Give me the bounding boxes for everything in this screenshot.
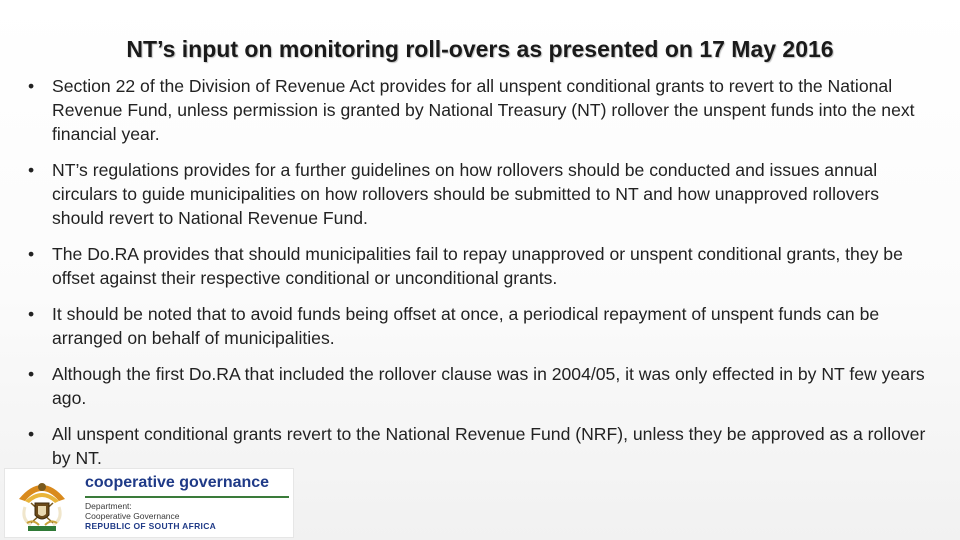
- bullet-item: [28, 422, 928, 470]
- bullet-text: Although the first Do.RA that included the rollover clause was in 2004/05, it was only effected in by NT few years ago.: [52, 364, 925, 408]
- logo-department-name: Cooperative Governance: [85, 511, 180, 521]
- logo-divider: [85, 496, 289, 498]
- bullet-list: [28, 74, 928, 482]
- bullet-text: It should be noted that to avoid funds being offset at once, a periodical repayment of unspent funds can be arranged on behalf of municipalities.: [52, 304, 880, 348]
- bullet-dot: •: [28, 244, 35, 264]
- bullet-dot: •: [28, 364, 35, 384]
- bullet-dot: •: [28, 424, 35, 444]
- bullet-dot: •: [28, 76, 35, 96]
- bullet-item: [28, 74, 928, 146]
- logo-text: [85, 473, 289, 531]
- bullet-text: NT’s regulations provides for a further guidelines on how rollovers should be conducted and issues annual circulars to guide municipalities on how rollovers should be submitted to NT and how unapproved rollovers should revert to National Revenue Fund.: [52, 160, 880, 228]
- department-logo: [4, 468, 294, 538]
- bullet-item: [28, 362, 928, 410]
- bullet-text: The Do.RA provides that should municipalities fail to repay unapproved or unspent conditional grants, they be offset against their respective conditional or unconditional grants.: [52, 244, 903, 288]
- bullet-item: [28, 242, 928, 290]
- logo-country: REPUBLIC OF SOUTH AFRICA: [85, 521, 217, 531]
- bullet-item: [28, 302, 928, 350]
- logo-brand: cooperative governance: [85, 474, 270, 491]
- bullet-text: All unspent conditional grants revert to the National Revenue Fund (NRF), unless they be approved as a rollover by NT.: [52, 424, 926, 468]
- bullet-item: [28, 158, 928, 230]
- bullet-text: Section 22 of the Division of Revenue Act provides for all unspent conditional grants to revert to the National Revenue Fund, unless permission is granted by National Treasury (NT) rollover the unspent funds into the next financial year.: [52, 76, 915, 144]
- bullet-dot: •: [28, 160, 35, 180]
- coat-of-arms-icon: [11, 473, 73, 533]
- bullet-dot: •: [28, 304, 35, 324]
- logo-department-label: Department:: [85, 501, 132, 511]
- slide-title: NT’s input on monitoring roll-overs as presented on 17 May 2016: [126, 36, 834, 62]
